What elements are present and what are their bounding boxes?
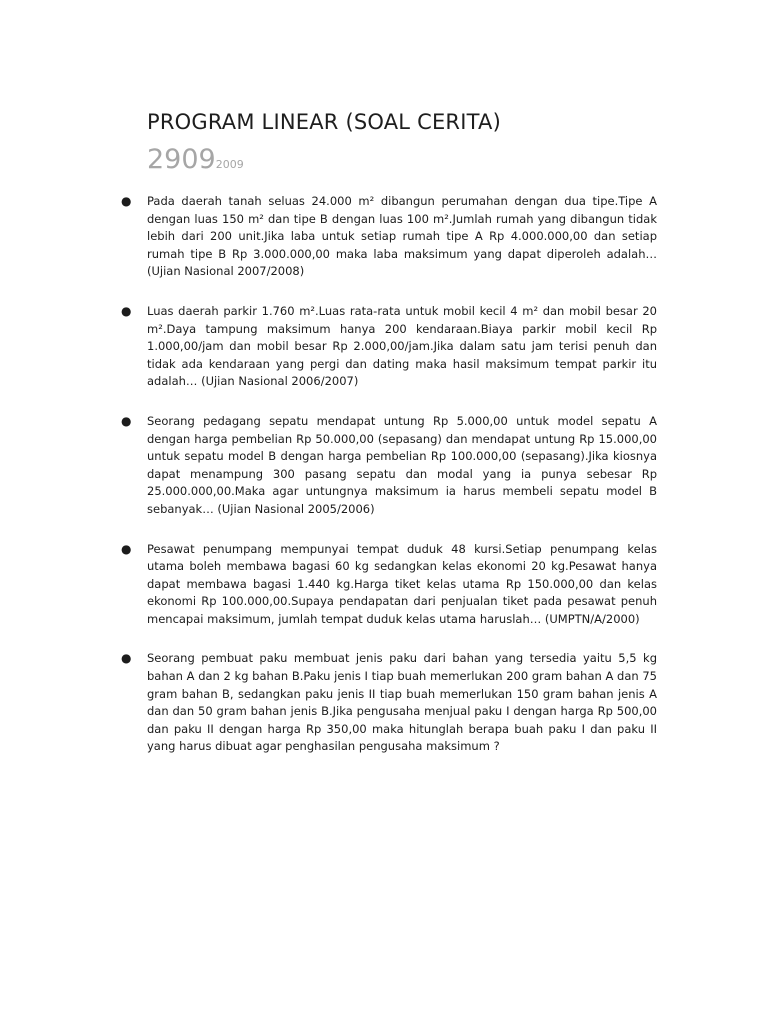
- post-date: [147, 144, 244, 175]
- list-item-text: Luas daerah parkir 1.760 m².Luas rata-rata untuk mobil kecil 4 m² dan mobil besar 20 m².Daya tampung maksimum hanya 200 kendaraan.Biaya parkir mobil kecil Rp 1.000,00/jam dan mobil besar Rp 2.000,00/jam.Jika dalam satu jam terisi penuh dan tidak ada kendaraan yang pergi dan dating maka hasil maksimum tempat parkir itu adalah… (Ujian Nasional 2006/2007): [147, 303, 657, 389]
- list-item: [0, 193, 768, 281]
- list-item-text: Seorang pedagang sepatu mendapat untung Rp 5.000,00 untuk model sepatu A dengan harga pembelian Rp 50.000,00 (sepasang) dan mendapat untung Rp 15.000,00 untuk sepatu model B dengan harga pembelian Rp 100.000,00 (sepasang).Jika kiosnya dapat menampung 300 pasang sepatu dan modal yang ia punya sebesar Rp 25.000.000,00.Maka agar untungnya maksimum ia harus membeli sepatu model B sebanyak… (Ujian Nasional 2005/2006): [147, 413, 657, 516]
- bullet-icon: ●: [121, 651, 132, 666]
- list-item-text: Seorang pembuat paku membuat jenis paku dari bahan yang tersedia yaitu 5,5 kg bahan A dan 2 kg bahan B.Paku jenis I tiap buah memerlukan 200 gram bahan A dan 75 gram bahan B, sedangkan paku jenis II tiap buah memerlukan 150 gram bahan jenis A dan dan 50 gram bahan jenis B.Jika pengusaha menjual paku I dengan harga Rp 500,00 dan paku II dengan harga Rp 350,00 maka hitunglah berapa buah paku I dan paku II yang harus dibuat agar penghasilan pengusaha maksimum ?: [147, 651, 657, 754]
- list-item: [0, 650, 768, 756]
- page-title: PROGRAM LINEAR (SOAL CERITA): [147, 110, 501, 134]
- bullet-icon: ●: [121, 303, 132, 318]
- list-item-text: Pesawat penumpang mempunyai tempat duduk 48 kursi.Setiap penumpang kelas utama boleh membawa bagasi 60 kg sedangkan kelas ekonomi 20 kg.Pesawat hanya dapat membawa bagasi 1.440 kg.Harga tiket kelas utama Rp 150.000,00 dan kelas ekonomi Rp 100.000,00.Supaya pendapatan dari penjualan tiket pada pesawat penuh mencapai maksimum, jumlah tempat duduk kelas utama haruslah… (UMPTN/A/2000): [147, 541, 657, 626]
- bullet-icon: ●: [121, 194, 132, 208]
- list-item: [0, 413, 768, 519]
- post-date-day-month: 2909: [147, 144, 216, 175]
- list-item: [0, 303, 768, 391]
- list-item: [0, 541, 768, 629]
- bullet-icon: ●: [121, 413, 132, 428]
- question-list: [0, 193, 768, 778]
- post-date-year: 2009: [215, 158, 244, 171]
- list-item-text: Pada daerah tanah seluas 24.000 m² dibangun perumahan dengan dua tipe.Tipe A dengan luas 150 m² dan tipe B dengan luas 100 m².Jumlah rumah yang dibangun tidak lebih dari 200 unit.Jika laba untuk setiap rumah tipe A Rp 4.000.000,00 dan setiap rumah tipe B Rp 3.000.000,00 maka laba maksimum yang dapat diperoleh adalah… (Ujian Nasional 2007/2008): [147, 194, 657, 279]
- bullet-icon: ●: [121, 541, 132, 556]
